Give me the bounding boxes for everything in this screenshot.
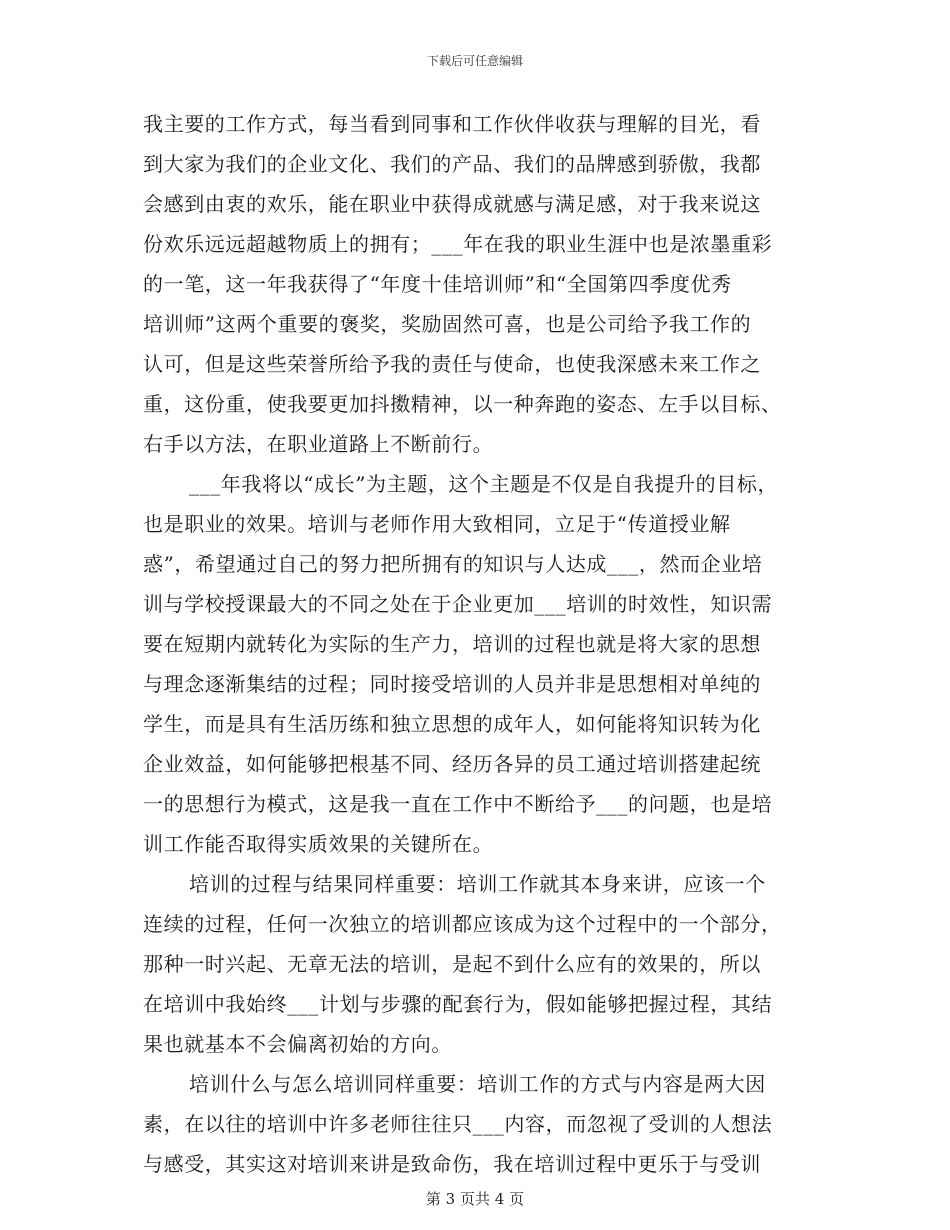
paragraph-start-line: 培训的过程与结果同样重要：培训工作就其本身来讲，应该一个 bbox=[189, 872, 766, 896]
text-line: 一的思想行为模式，这是我一直在工作中不断给予___的问题，也是培 bbox=[143, 792, 773, 816]
text-line: 也是职业的效果。培训与老师作用大致相同，立足于“传道授业解 bbox=[143, 512, 731, 536]
text-line: 在培训中我始终___计划与步骤的配套行为，假如能够把握过程，其结 bbox=[143, 992, 773, 1016]
text-line: 会感到由衷的欢乐，能在职业中获得成就感与满足感，对于我来说这 bbox=[143, 192, 761, 216]
text-line: 我主要的工作方式，每当看到同事和工作伙伴收获与理解的目光，看 bbox=[143, 112, 761, 136]
text-line: 要在短期内就转化为实际的生产力，培训的过程也就是将大家的思想 bbox=[143, 632, 761, 656]
page-header: 下载后可任意编辑 bbox=[426, 54, 523, 68]
text-line: 重，这份重，使我要更加抖擞精神，以一种奔跑的姿态、左手以目标、 bbox=[143, 392, 782, 416]
text-line: 训工作能否取得实质效果的关键所在。 bbox=[143, 832, 494, 856]
text-line: 那种一时兴起、无章无法的培训，是起不到什么应有的效果的，所以 bbox=[143, 952, 761, 976]
text-line: 到大家为我们的企业文化、我们的产品、我们的品牌感到骄傲，我都 bbox=[143, 152, 761, 176]
text-line: 份欢乐远远超越物质上的拥有；___年在我的职业生涯中也是浓墨重彩 bbox=[143, 232, 773, 256]
text-line: 认可，但是这些荣誉所给予我的责任与使命，也使我深感未来工作之 bbox=[143, 352, 761, 376]
text-line: 学生，而是具有生活历练和独立思想的成年人，如何能将知识转为化 bbox=[143, 712, 761, 736]
text-line: 右手以方法，在职业道路上不断前行。 bbox=[143, 432, 494, 456]
text-line: 惑”，希望通过自己的努力把所拥有的知识与人达成___，然而企业培 bbox=[143, 552, 763, 576]
text-line: 训与学校授课最大的不同之处在于企业更加___培训的时效性，知识需 bbox=[143, 592, 773, 616]
text-line: 的一笔，这一年我获得了“年度十佳培训师”和“全国第四季度优秀 bbox=[143, 272, 732, 296]
text-line: 连续的过程，任何一次独立的培训都应该成为这个过程中的一个部分， bbox=[143, 912, 782, 936]
paragraph-start-line: 培训什么与怎么培训同样重要：培训工作的方式与内容是两大因 bbox=[189, 1072, 766, 1096]
text-line: 培训师”这两个重要的褒奖，奖励固然可喜，也是公司给予我工作的 bbox=[143, 312, 752, 336]
text-line: 与感受，其实这对培训来讲是致命伤，我在培训过程中更乐于与受训 bbox=[143, 1152, 761, 1176]
page-footer: 第 3 页共 4 页 bbox=[425, 1190, 525, 1208]
text-line: 素，在以往的培训中许多老师往往只___内容，而忽视了受训的人想法 bbox=[143, 1112, 773, 1136]
text-line: 与理念逐渐集结的过程；同时接受培训的人员并非是思想相对单纯的 bbox=[143, 672, 761, 696]
paragraph-start-line: ___年我将以“成长”为主题，这个主题是不仅是自我提升的目标， bbox=[189, 472, 779, 496]
document-body bbox=[143, 104, 811, 1184]
text-line: 果也就基本不会偏离初始的方向。 bbox=[143, 1032, 452, 1056]
text-line: 企业效益，如何能够把根基不同、经历各异的员工通过培训搭建起统 bbox=[143, 752, 761, 776]
